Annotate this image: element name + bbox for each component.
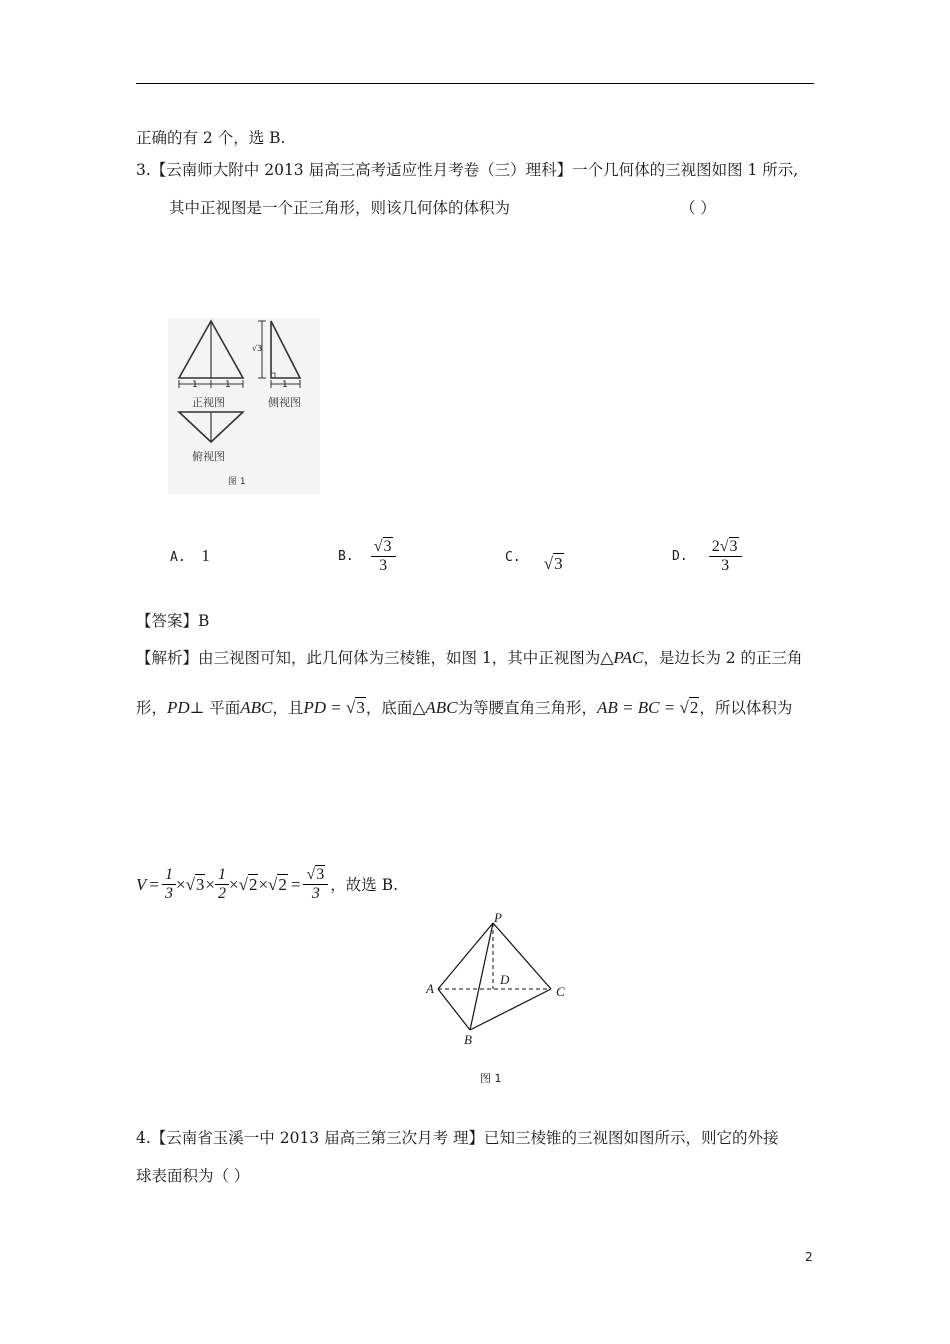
- solution-text-2c: ，底面: [365, 699, 413, 717]
- pyramid-figure: [420, 910, 580, 1050]
- side-view-label: 侧视图: [268, 396, 301, 409]
- three-views-figure: [168, 318, 320, 494]
- label-b: B: [464, 1032, 472, 1047]
- triangle-pac: △PAC: [600, 648, 644, 667]
- ab-bc-lhs: AB = BC =: [597, 698, 676, 717]
- option-d-coefficient: 2: [711, 538, 720, 555]
- solution-label: 【解析】: [136, 649, 199, 667]
- option-b-fraction: $\frac{√3}{3}$: [371, 538, 396, 575]
- formula-eq: =: [149, 874, 159, 894]
- option-b: [338, 538, 396, 575]
- plane-abc: ABC: [240, 698, 273, 717]
- label-d: D: [500, 972, 510, 987]
- solution-text-2b: ，且: [272, 699, 304, 717]
- option-d-numerator: 3: [729, 538, 738, 555]
- question-3-answer-blank: （ ）: [680, 199, 716, 217]
- formula-result: $\frac{√3}{3}$: [303, 866, 328, 903]
- question-4-line-1: 4.【云南省玉溪一中 2013 届高三第三次月考 理】已知三棱锥的三视图如图所示，则它的外接: [136, 1129, 779, 1147]
- option-a-label: A.: [170, 550, 186, 565]
- option-b-label: B.: [338, 549, 354, 564]
- volume-formula: V = $\frac{1}{3}$ × √3 × $\frac{1}{2}$ × √2 × √2 = $\frac{√3}{3}$ ，故选 B.: [136, 866, 399, 902]
- option-b-numerator: 3: [383, 538, 392, 555]
- pyramid-caption: 图 1: [480, 1072, 502, 1085]
- question-3-line-2: 其中正视图是一个正三角形，则该几何体的体积为: [169, 199, 511, 217]
- option-a-value: 1: [201, 546, 210, 565]
- answer-label: 【答案】: [136, 612, 199, 630]
- solution-text-2a: 形，: [136, 699, 168, 717]
- option-c: C. √3: [505, 550, 563, 573]
- formula-v: V: [136, 874, 147, 894]
- formula-times-3: ×: [229, 874, 239, 894]
- solution-text-2d: 为等腰直角三角形，: [457, 699, 598, 717]
- formula-sqrt-1: 3: [195, 874, 205, 894]
- top-view-label: 俯视图: [192, 450, 225, 463]
- solution-line-1: [136, 648, 803, 668]
- option-c-label: C.: [505, 550, 521, 565]
- label-a: A: [426, 981, 434, 996]
- option-c-value: 3: [554, 554, 563, 573]
- front-view-label: 正视图: [192, 396, 225, 409]
- formula-tail: ，故选 B.: [330, 875, 399, 894]
- option-b-denominator: 3: [379, 557, 388, 574]
- formula-sqrt-2: 2: [248, 874, 258, 894]
- result-num: 3: [316, 866, 325, 883]
- option-d-fraction: $\frac{2√3}{3}$: [709, 538, 742, 575]
- ab-bc-equation: AB = BC = √2: [597, 698, 699, 717]
- page-number: 2: [805, 1250, 813, 1264]
- ab-bc-value: 2: [689, 698, 699, 717]
- pd-equation: PD = √3: [303, 698, 365, 717]
- solution-line-2: [136, 698, 792, 718]
- answer-value: B: [198, 612, 210, 630]
- label-c: C: [556, 984, 565, 999]
- formula-fraction-2: [215, 866, 229, 903]
- segment-pd: PD: [167, 698, 190, 717]
- previous-conclusion: 正确的有 2 个，选 B.: [136, 129, 286, 147]
- perpendicular-plane: ⊥ 平面: [189, 699, 241, 717]
- label-p: P: [494, 910, 502, 925]
- f1-num: 1: [162, 866, 176, 885]
- option-d-label: D.: [672, 549, 688, 564]
- answer-line: [136, 611, 209, 631]
- f2-num: 1: [215, 866, 229, 885]
- header-rule: [136, 83, 814, 84]
- side-dim-height: √3: [252, 344, 263, 353]
- formula-fraction-1: [162, 866, 176, 903]
- formula-sqrt-3: 2: [278, 874, 287, 894]
- triangle-abc-name: ABC: [425, 698, 458, 717]
- front-dim-right: 1: [225, 380, 231, 390]
- f1-den: 3: [164, 885, 173, 902]
- question-3-line-1: 3.【云南师大附中 2013 届高三高考适应性月考卷（三）理科】一个几何体的三视图如图 1 所示,: [136, 161, 799, 179]
- formula-times-4: ×: [258, 874, 269, 894]
- three-views-caption: 图 1: [228, 477, 246, 487]
- solution-text-2e: ，所以体积为: [699, 699, 793, 717]
- option-a: [170, 546, 210, 566]
- triangle-abc: △ABC: [412, 698, 458, 717]
- result-den: 3: [311, 885, 320, 902]
- pd-eq-value: 3: [356, 698, 365, 717]
- solution-text-1a: 由三视图可知，此几何体为三棱锥，如图 1，其中正视图为: [198, 649, 601, 667]
- front-dim-left: 1: [192, 380, 198, 390]
- f2-den: 2: [218, 885, 227, 902]
- formula-times-1: ×: [175, 874, 186, 894]
- formula-times-2: ×: [205, 874, 216, 894]
- solution-text-1b: ，是边长为 2 的正三角: [643, 649, 803, 667]
- side-dim-bottom: 1: [282, 380, 288, 390]
- formula-eq-2: =: [290, 874, 301, 894]
- option-d: [672, 538, 742, 575]
- question-4-line-2: 球表面积为（ ）: [136, 1167, 250, 1185]
- triangle-pac-name: PAC: [613, 648, 644, 667]
- pd-eq-lhs: PD: [303, 698, 326, 717]
- option-d-denominator: 3: [721, 557, 730, 574]
